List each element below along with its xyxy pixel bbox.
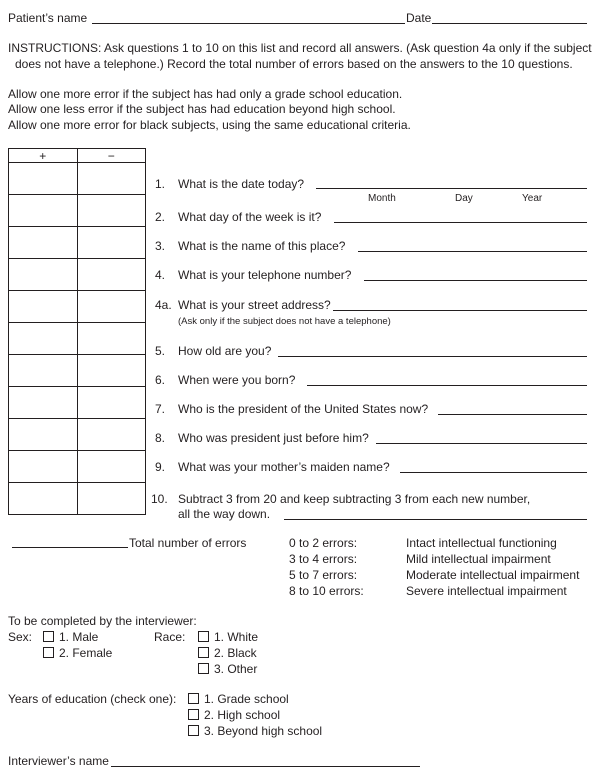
question-number: 7. (155, 402, 166, 416)
meaning-8-10: Severe intellectual impairment (406, 584, 567, 598)
range-5-7: 5 to 7 errors: (289, 568, 358, 582)
question-10 (151, 492, 530, 506)
answer-field-6[interactable] (307, 385, 587, 386)
option-label: 2. Black (214, 646, 257, 660)
answer-field-10[interactable] (284, 519, 587, 520)
date-field[interactable] (432, 23, 587, 24)
error-cell[interactable] (77, 355, 146, 387)
correct-cell[interactable] (9, 355, 78, 387)
education-label: Years of education (check one): (8, 692, 177, 706)
question-number: 4a. (155, 298, 172, 312)
race-option-black[interactable] (198, 646, 257, 660)
answer-field-8[interactable] (376, 443, 587, 444)
error-column-header: − (77, 149, 146, 163)
question-9 (155, 460, 390, 474)
error-cell[interactable] (77, 227, 146, 259)
correct-cell[interactable] (9, 291, 78, 323)
error-cell[interactable] (77, 323, 146, 355)
score-row (9, 323, 146, 355)
score-row (9, 451, 146, 483)
checkbox[interactable] (188, 693, 199, 704)
range-3-4: 3 to 4 errors: (289, 552, 358, 566)
answer-field-9[interactable] (400, 472, 587, 473)
month-sublabel: Month (368, 193, 396, 204)
correct-cell[interactable] (9, 259, 78, 291)
question-1 (155, 177, 304, 191)
checkbox[interactable] (188, 725, 199, 736)
instructions-line-2: does not have a telephone.) Record the total number of errors based on the answers to the 10 questions. (15, 57, 573, 71)
answer-field-4a[interactable] (333, 310, 587, 311)
range-0-2: 0 to 2 errors: (289, 536, 358, 550)
education-option-grade[interactable] (188, 692, 289, 706)
question-4a (155, 298, 331, 312)
allowance-3: Allow one more error for black subjects, using the same educational criteria. (8, 118, 411, 132)
option-label: 1. White (214, 630, 259, 644)
answer-field-2[interactable] (334, 222, 587, 223)
date-label: Date (406, 11, 432, 25)
sex-option-female[interactable] (43, 646, 112, 660)
error-cell[interactable] (77, 451, 146, 483)
interviewer-heading: To be completed by the interviewer: (8, 614, 197, 628)
year-sublabel: Year (522, 193, 543, 204)
correct-cell[interactable] (9, 451, 78, 483)
answer-field-7[interactable] (438, 414, 587, 415)
error-cell[interactable] (77, 259, 146, 291)
meaning-5-7: Moderate intellectual impairment (406, 568, 580, 582)
score-row (9, 227, 146, 259)
education-option-high[interactable] (188, 708, 280, 722)
race-label: Race: (154, 630, 186, 644)
question-number: 1. (155, 177, 166, 191)
question-3 (155, 239, 345, 253)
answer-field-4[interactable] (364, 280, 587, 281)
range-8-10: 8 to 10 errors: (289, 584, 364, 598)
score-row (9, 387, 146, 419)
correct-cell[interactable] (9, 227, 78, 259)
option-label: 3. Other (214, 662, 258, 676)
question-10-continued: all the way down. (178, 507, 271, 521)
total-errors-field[interactable] (12, 547, 128, 548)
error-cell[interactable] (77, 483, 146, 515)
question-4a-note: (Ask only if the subject does not have a telephone) (178, 316, 391, 327)
checkbox[interactable] (198, 647, 209, 658)
sex-option-male[interactable] (43, 630, 98, 644)
answer-field-5[interactable] (278, 356, 587, 357)
option-label: 1. Grade school (204, 692, 289, 706)
option-label: 2. High school (204, 708, 281, 722)
question-number: 3. (155, 239, 166, 253)
option-label: 3. Beyond high school (204, 724, 323, 738)
question-text: Who is the president of the United States now? (178, 402, 429, 416)
checkbox[interactable] (43, 647, 54, 658)
error-cell[interactable] (77, 419, 146, 451)
question-4 (155, 268, 351, 282)
question-text: What day of the week is it? (178, 210, 322, 224)
question-text: Who was president just before him? (178, 431, 369, 445)
question-text: What is the name of this place? (178, 239, 346, 253)
question-text: What is your street address? (178, 298, 331, 312)
day-sublabel: Day (455, 193, 473, 204)
answer-field-1[interactable] (316, 188, 587, 189)
question-5 (155, 344, 271, 358)
score-row (9, 291, 146, 323)
allowance-1: Allow one more error if the subject has had only a grade school education. (8, 87, 403, 101)
correct-cell[interactable] (9, 483, 78, 515)
question-7 (155, 402, 428, 416)
question-text: What was your mother’s maiden name? (178, 460, 390, 474)
score-row (9, 195, 146, 227)
score-row (9, 355, 146, 387)
question-number: 4. (155, 268, 166, 282)
correct-column-header: + (9, 149, 78, 163)
question-number: 2. (155, 210, 166, 224)
score-row (9, 163, 146, 195)
question-8 (155, 431, 369, 445)
meaning-3-4: Mild intellectual impairment (406, 552, 551, 566)
correct-cell[interactable] (9, 163, 78, 195)
question-text: What is the date today? (178, 177, 305, 191)
checkbox[interactable] (198, 663, 209, 674)
question-text: What is your telephone number? (178, 268, 352, 282)
question-text: Subtract 3 from 20 and keep subtracting 3 from each new number, (178, 492, 531, 506)
error-cell[interactable] (77, 163, 146, 195)
education-option-beyond[interactable] (188, 724, 322, 738)
question-6 (155, 373, 295, 387)
error-cell[interactable] (77, 387, 146, 419)
meaning-0-2: Intact intellectual functioning (406, 536, 557, 550)
correct-cell[interactable] (9, 195, 78, 227)
correct-cell[interactable] (9, 323, 78, 355)
checkbox[interactable] (43, 631, 54, 642)
sex-label: Sex: (8, 630, 33, 644)
interviewer-name-label: Interviewer’s name (8, 754, 109, 768)
correct-cell[interactable] (9, 387, 78, 419)
correct-cell[interactable] (9, 419, 78, 451)
race-option-white[interactable] (198, 630, 258, 644)
checkbox[interactable] (188, 709, 199, 720)
error-cell[interactable] (77, 195, 146, 227)
race-option-other[interactable] (198, 662, 257, 676)
question-number: 9. (155, 460, 166, 474)
question-number: 10. (151, 492, 168, 506)
question-2 (155, 210, 321, 224)
score-row (9, 419, 146, 451)
score-table (8, 148, 146, 515)
question-number: 6. (155, 373, 166, 387)
total-errors-label: Total number of errors (129, 536, 247, 550)
option-label: 2. Female (59, 646, 113, 660)
patient-name-label: Patient’s name (8, 11, 88, 25)
question-text: When were you born? (178, 373, 296, 387)
checkbox[interactable] (198, 631, 209, 642)
answer-field-3[interactable] (358, 251, 587, 252)
score-row (9, 483, 146, 515)
patient-name-field[interactable] (92, 23, 405, 24)
error-cell[interactable] (77, 291, 146, 323)
question-text: How old are you? (178, 344, 272, 358)
question-number: 5. (155, 344, 166, 358)
question-number: 8. (155, 431, 166, 445)
interviewer-name-field[interactable] (111, 766, 420, 767)
score-row (9, 259, 146, 291)
option-label: 1. Male (59, 630, 99, 644)
allowance-2: Allow one less error if the subject has had education beyond high school. (8, 102, 396, 116)
instructions-line-1: INSTRUCTIONS: Ask questions 1 to 10 on this list and record all answers. (Ask question 4a only if the subject (8, 41, 592, 55)
